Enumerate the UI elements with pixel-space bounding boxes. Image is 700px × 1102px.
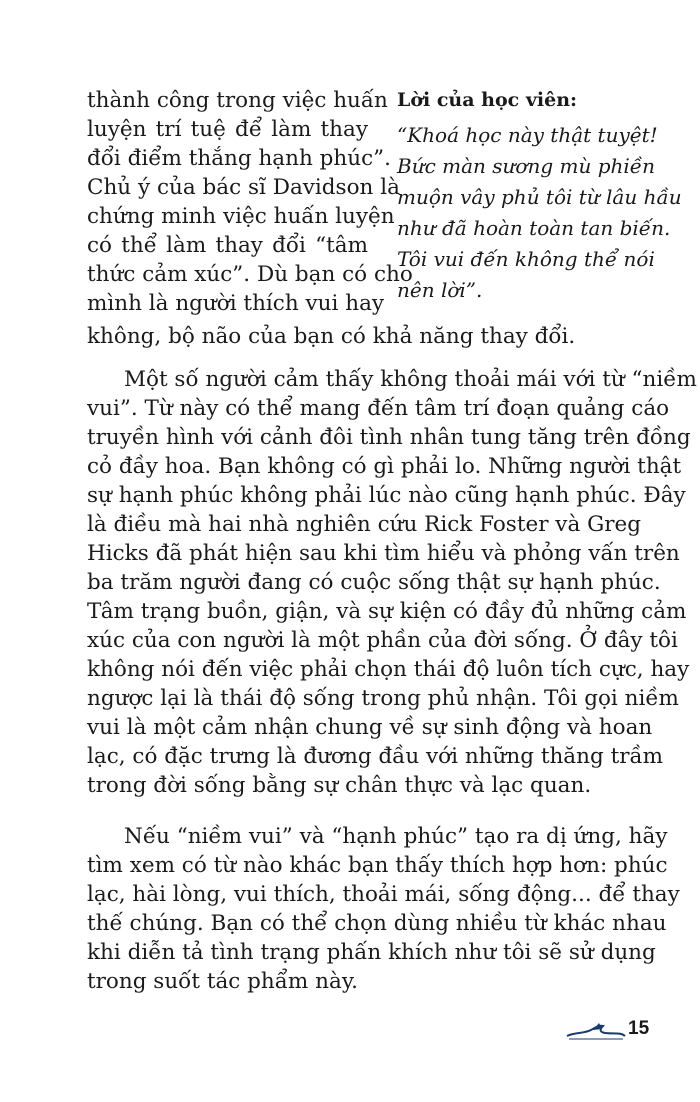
body-line: có thể làm thay đổi “tâm [87, 233, 368, 258]
body-line: truyền hình với cảnh đôi tình nhân tung tăng trên đồng [87, 425, 691, 450]
body-line: Chủ ý của bác sĩ Davidson là [87, 175, 400, 200]
body-line: là điều mà hai nhà nghiên cứu Rick Foster và Greg [87, 512, 642, 537]
body-line: cỏ đầy hoa. Bạn không có gì phải lo. Những người thật [87, 454, 682, 479]
body-line: lạc, có đặc trưng là đương đầu với những thăng trầm [87, 744, 664, 769]
body-line: không nói đến việc phải chọn thái độ luôn tích cực, hay [87, 657, 690, 682]
body-line: đổi điểm thắng hạnh phúc”. [87, 146, 391, 171]
body-line: trong suốt tác phẩm này. [87, 969, 358, 994]
body-line: khi diễn tả tình trạng phấn khích như tôi sẽ sử dụng [87, 940, 656, 965]
body-line: ba trăm người đang có cuộc sống thật sự hạnh phúc. [87, 570, 661, 595]
body-line: trong đời sống bằng sự chân thực và lạc quan. [87, 773, 592, 798]
body-line: Hicks đã phát hiện sau khi tìm hiểu và phỏng vấn trên [87, 541, 680, 566]
quote-line: muộn vây phủ tôi từ lâu hầu [397, 185, 682, 209]
body-line: sự hạnh phúc không phải lúc nào cũng hạnh phúc. Đây [87, 483, 686, 508]
body-line: tìm xem có từ nào khác bạn thấy thích hợp hơn: phúc [87, 853, 668, 878]
body-line: thức cảm xúc”. Dù bạn có cho [87, 262, 413, 287]
body-line: vui là một cảm nhận chung về sự sinh động và hoan [87, 715, 653, 740]
body-line: Tâm trạng buồn, giận, và sự kiện có đầy đủ những cảm [87, 599, 687, 624]
body-line: luyện trí tuệ để làm thay [87, 117, 368, 142]
body-line: không, bộ não của bạn có khả năng thay đổi. [87, 324, 576, 349]
sidebar-title: Lời của học viên: [397, 89, 578, 111]
quote-line: như đã hoàn toàn tan biến. [397, 216, 671, 240]
body-line: chứng minh việc huấn luyện [87, 204, 395, 229]
quote-line: “Khoá học này thật tuyệt! [397, 123, 658, 147]
body-line: thành công trong việc huấn [87, 88, 388, 113]
body-line: thế chúng. Bạn có thể chọn dùng nhiều từ khác nhau [87, 911, 667, 936]
body-line: Nếu “niềm vui” và “hạnh phúc” tạo ra dị ứng, hãy [124, 824, 668, 849]
body-line: lạc, hài lòng, vui thích, thoải mái, sống động... để thay [87, 882, 680, 907]
body-line: ngược lại là thái độ sống trong phủ nhận. Tôi gọi niềm [87, 686, 679, 711]
body-line: xúc của con người là một phần của đời sống. Ở đây tôi [87, 628, 678, 653]
quote-line: Bức màn sương mù phiền [397, 154, 655, 178]
body-line: Một số người cảm thấy không thoải mái với từ “niềm [124, 367, 697, 392]
body-line: vui”. Từ này có thể mang đến tâm trí đoạn quảng cáo [87, 396, 670, 421]
page-number: 15 [628, 1018, 650, 1039]
page-ornament-icon [565, 1020, 627, 1042]
quote-line: Tôi vui đến không thể nói [397, 247, 655, 271]
body-line: mình là người thích vui hay [87, 291, 385, 316]
quote-line: nên lời”. [397, 278, 483, 302]
